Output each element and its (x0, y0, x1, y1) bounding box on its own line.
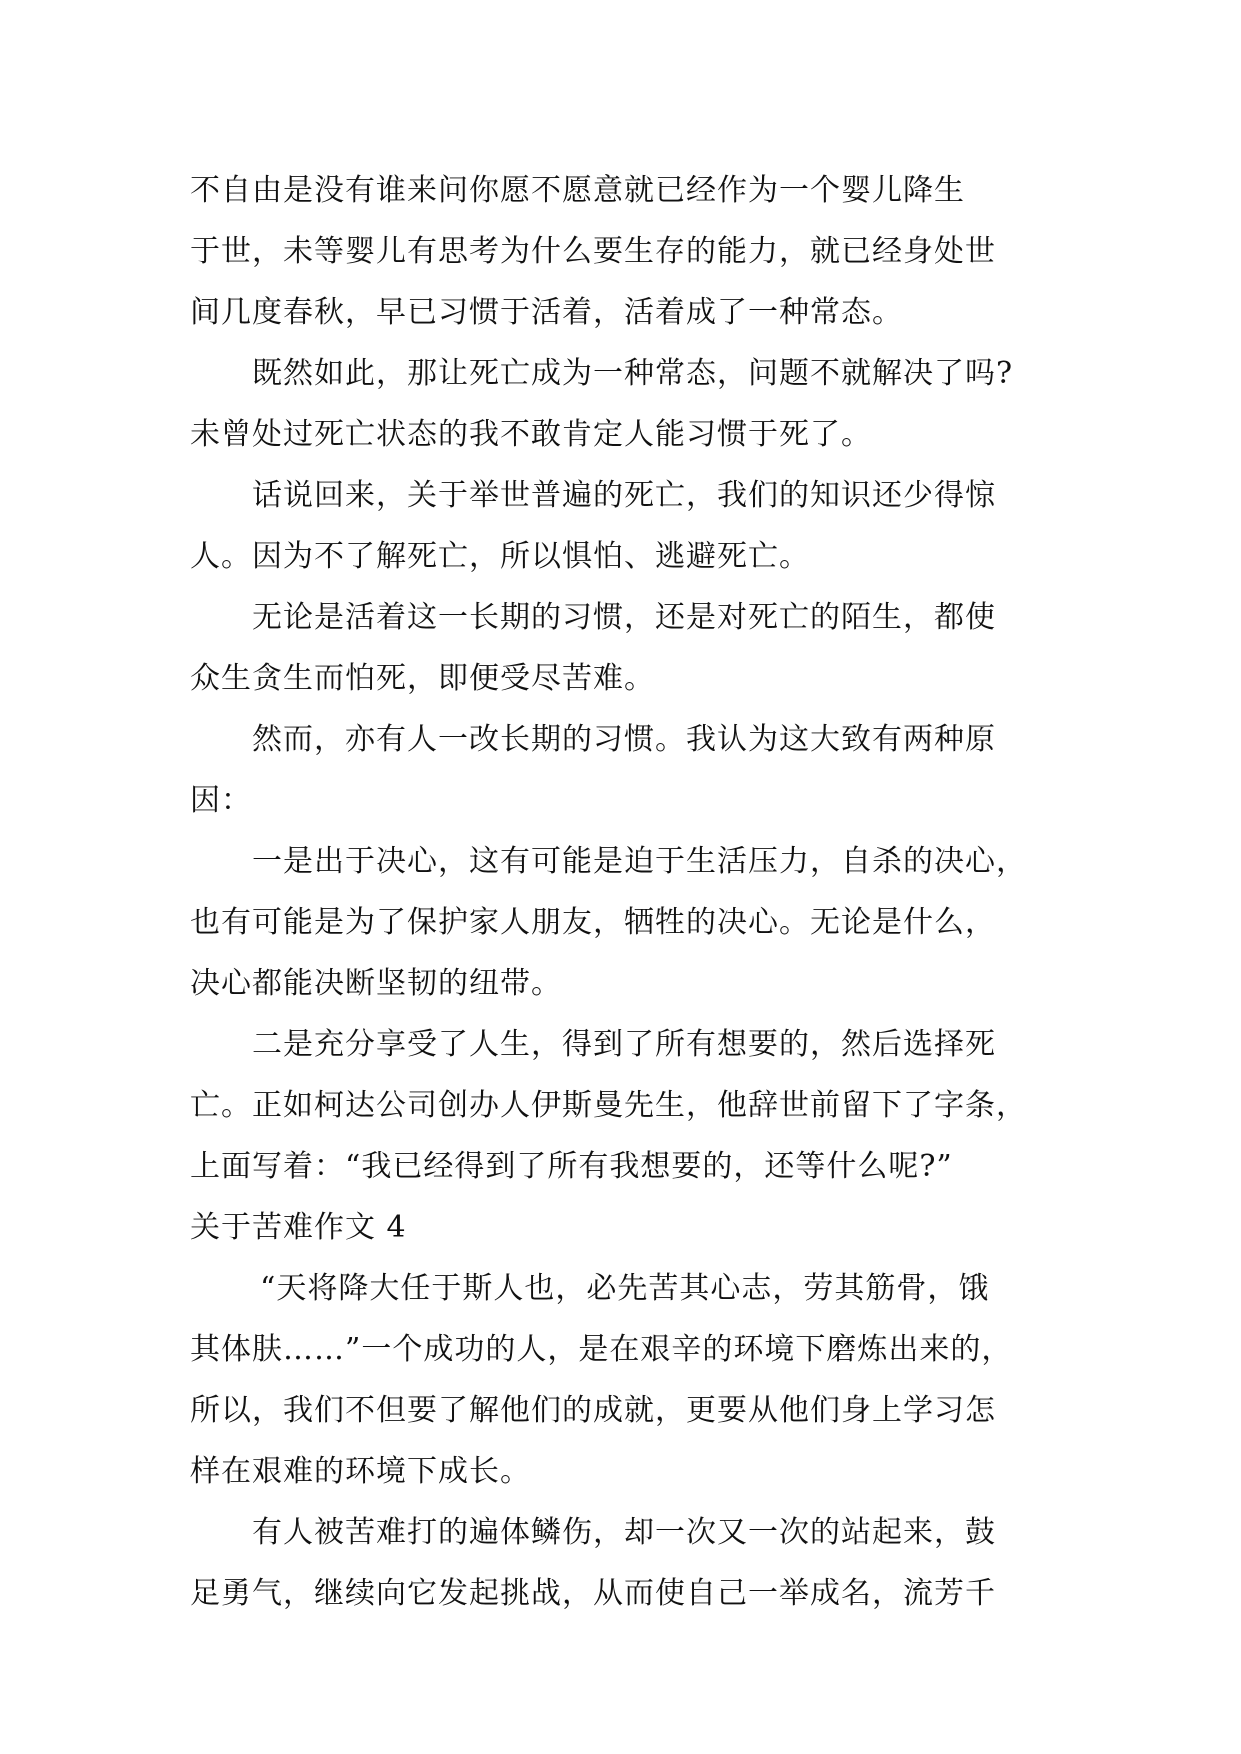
text-line: 也有可能是为了保护家人朋友，牺牲的决心。无论是什么， (190, 905, 996, 940)
text-line: 亡。正如柯达公司创办人伊斯曼先生，他辞世前留下了字条， (190, 1088, 1027, 1123)
text-line: 因： (190, 783, 252, 818)
text-line: 人。因为不了解死亡，所以惧怕、逃避死亡。 (190, 539, 810, 574)
text-line: 上面写着：“我已经得到了所有我想要的，还等什么呢?” (190, 1149, 953, 1184)
paragraph-start-line: 二是充分享受了人生，得到了所有想要的，然后选择死 (252, 1027, 996, 1062)
paragraph-start-line: 有人被苦难打的遍体鳞伤，却一次又一次的站起来，鼓 (252, 1515, 996, 1550)
text-line: 足勇气，继续向它发起挑战，从而使自己一举成名，流芳千 (190, 1576, 996, 1611)
text-line: 众生贪生而怕死，即便受尽苦难。 (190, 661, 655, 696)
document-body (190, 160, 1060, 1624)
paragraph-start-line: 无论是活着这一长期的习惯，还是对死亡的陌生，都使 (252, 600, 996, 635)
text-line: 不自由是没有谁来问你愿不愿意就已经作为一个婴儿降生 (190, 173, 965, 208)
text-line: 样在艰难的环境下成长。 (190, 1454, 531, 1489)
paragraph-start-line: 话说回来，关于举世普遍的死亡，我们的知识还少得惊 (252, 478, 996, 513)
paragraph-start-line: 既然如此，那让死亡成为一种常态，问题不就解决了吗? (252, 356, 1014, 391)
text-line: 于世，未等婴儿有思考为什么要生存的能力，就已经身处世 (190, 234, 996, 269)
text-line: 所以，我们不但要了解他们的成就，更要从他们身上学习怎 (190, 1393, 996, 1428)
text-line: 未曾处过死亡状态的我不敢肯定人能习惯于死了。 (190, 417, 872, 452)
text-line: 其体肤……”一个成功的人，是在艰辛的环境下磨炼出来的， (190, 1332, 1013, 1367)
section-heading: 关于苦难作文 4 (190, 1210, 407, 1245)
text-line: 间几度春秋，早已习惯于活着，活着成了一种常态。 (190, 295, 903, 330)
text-line: 决心都能决断坚韧的纽带。 (190, 966, 562, 1001)
paragraph-start-line: 然而，亦有人一改长期的习惯。我认为这大致有两种原 (252, 722, 996, 757)
paragraph-start-line: “天将降大任于斯人也，必先苦其心志，劳其筋骨，饿 (260, 1271, 990, 1306)
paragraph-start-line: 一是出于决心，这有可能是迫于生活压力，自杀的决心， (252, 844, 1027, 879)
